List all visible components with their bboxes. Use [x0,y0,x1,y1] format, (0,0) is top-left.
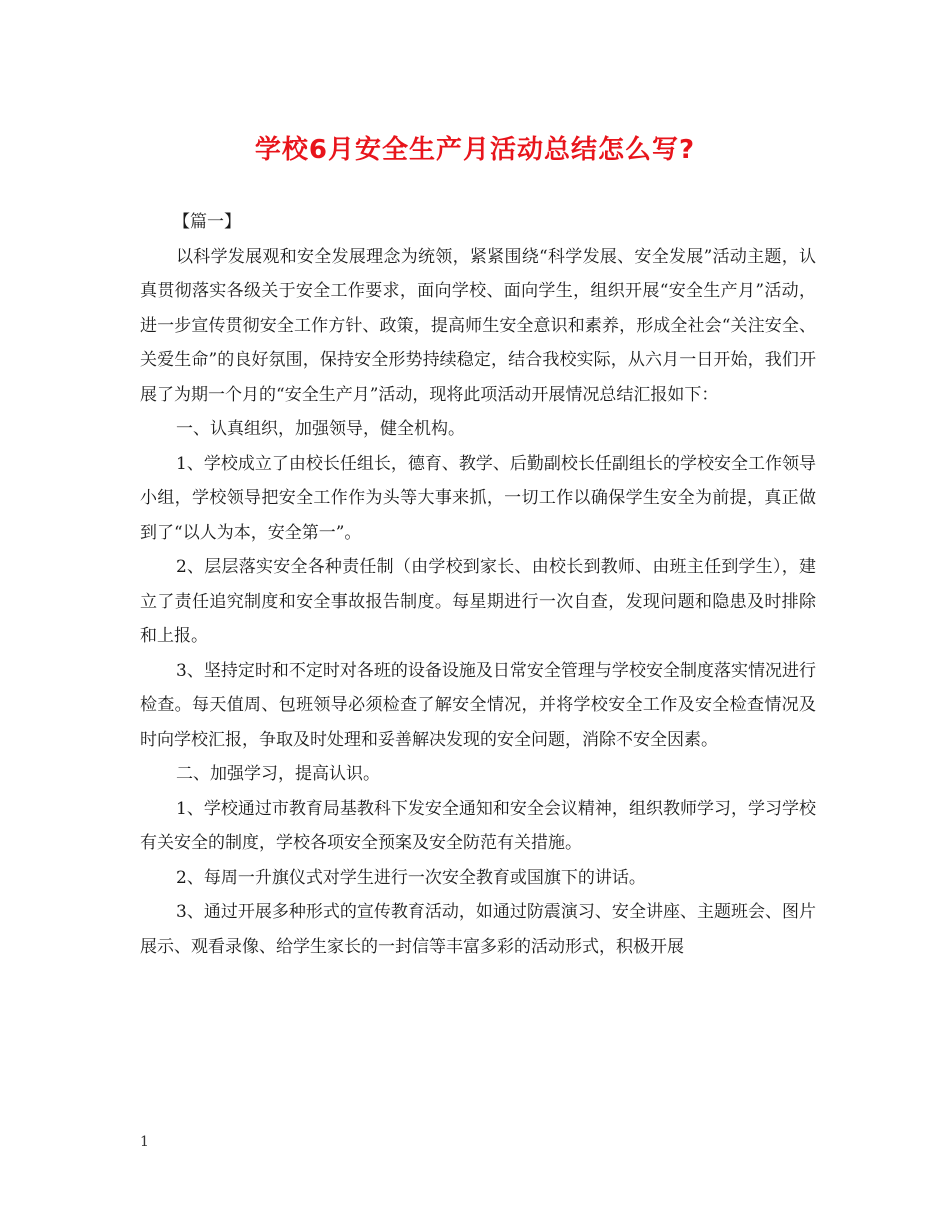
document-title: 学校6月安全生产月活动总结怎么写? [254,135,696,165]
paragraph-intro: 以科学发展观和安全发展理念为统领，紧紧围绕“科学发展、安全发展”活动主题，认真贯彻落实各级关于安全工作要求，面向学校、面向学生，组织开展“安全生产月”活动，进一步宣传贯彻安全工作方针、政策，提高师生安全意识和素养，形成全社会“关注安全、关爱生命”的良好氛围，保持安全形势持续稳定，结合我校实际，从六月一日开始，我们开展了为期一个月的“安全生产月”活动，现将此项活动开展情况总结汇报如下： [140,246,816,405]
paragraph-1-3: 3、坚持定时和不定时对各班的设备设施及日常安全管理与学校安全制度落实情况进行检查。每天值周、包班领导必须检查了解安全情况，并将学校安全工作及安全检查情况及时向学校汇报，争取及时处理和妥善解决发现的安全问题，消除不安全因素。 [140,660,816,750]
heading-section-2: 二、加强学习，提高认识。 [176,764,380,784]
paragraph-2-2: 2、每周一升旗仪式对学生进行一次安全教育或国旗下的讲话。 [176,867,646,888]
heading-section-1: 一、认真组织，加强领导，健全机构。 [176,419,465,439]
paragraph-2-3: 3、通过开展多种形式的宣传教育活动，如通过防震演习、安全讲座、主题班会、图片展示、观看录像、给学生家长的一封信等丰富多彩的活动形式，积极开展 [140,902,816,957]
paragraph-2-1: 1、学校通过市教育局基教科下发安全通知和安全会议精神，组织教师学习，学习学校有关安全的制度，学校各项安全预案及安全防范有关措施。 [140,798,816,853]
section-label: 【篇一】 [173,212,241,232]
page-number: 1 [140,1134,149,1150]
paragraph-1-1: 1、学校成立了由校长任组长，德育、教学、后勤副校长任副组长的学校安全工作领导小组，学校领导把安全工作作为头等大事来抓，一切工作以确保学生安全为前提，真正做到了“以人为本，安全第一”。 [140,453,816,543]
document-body [140,205,816,964]
paragraph-1-2: 2、层层落实安全各种责任制（由学校到家长、由校长到教师、由班主任到学生），建立了责任追究制度和安全事故报告制度。每星期进行一次自查，发现问题和隐患及时排除和上报。 [140,557,816,646]
